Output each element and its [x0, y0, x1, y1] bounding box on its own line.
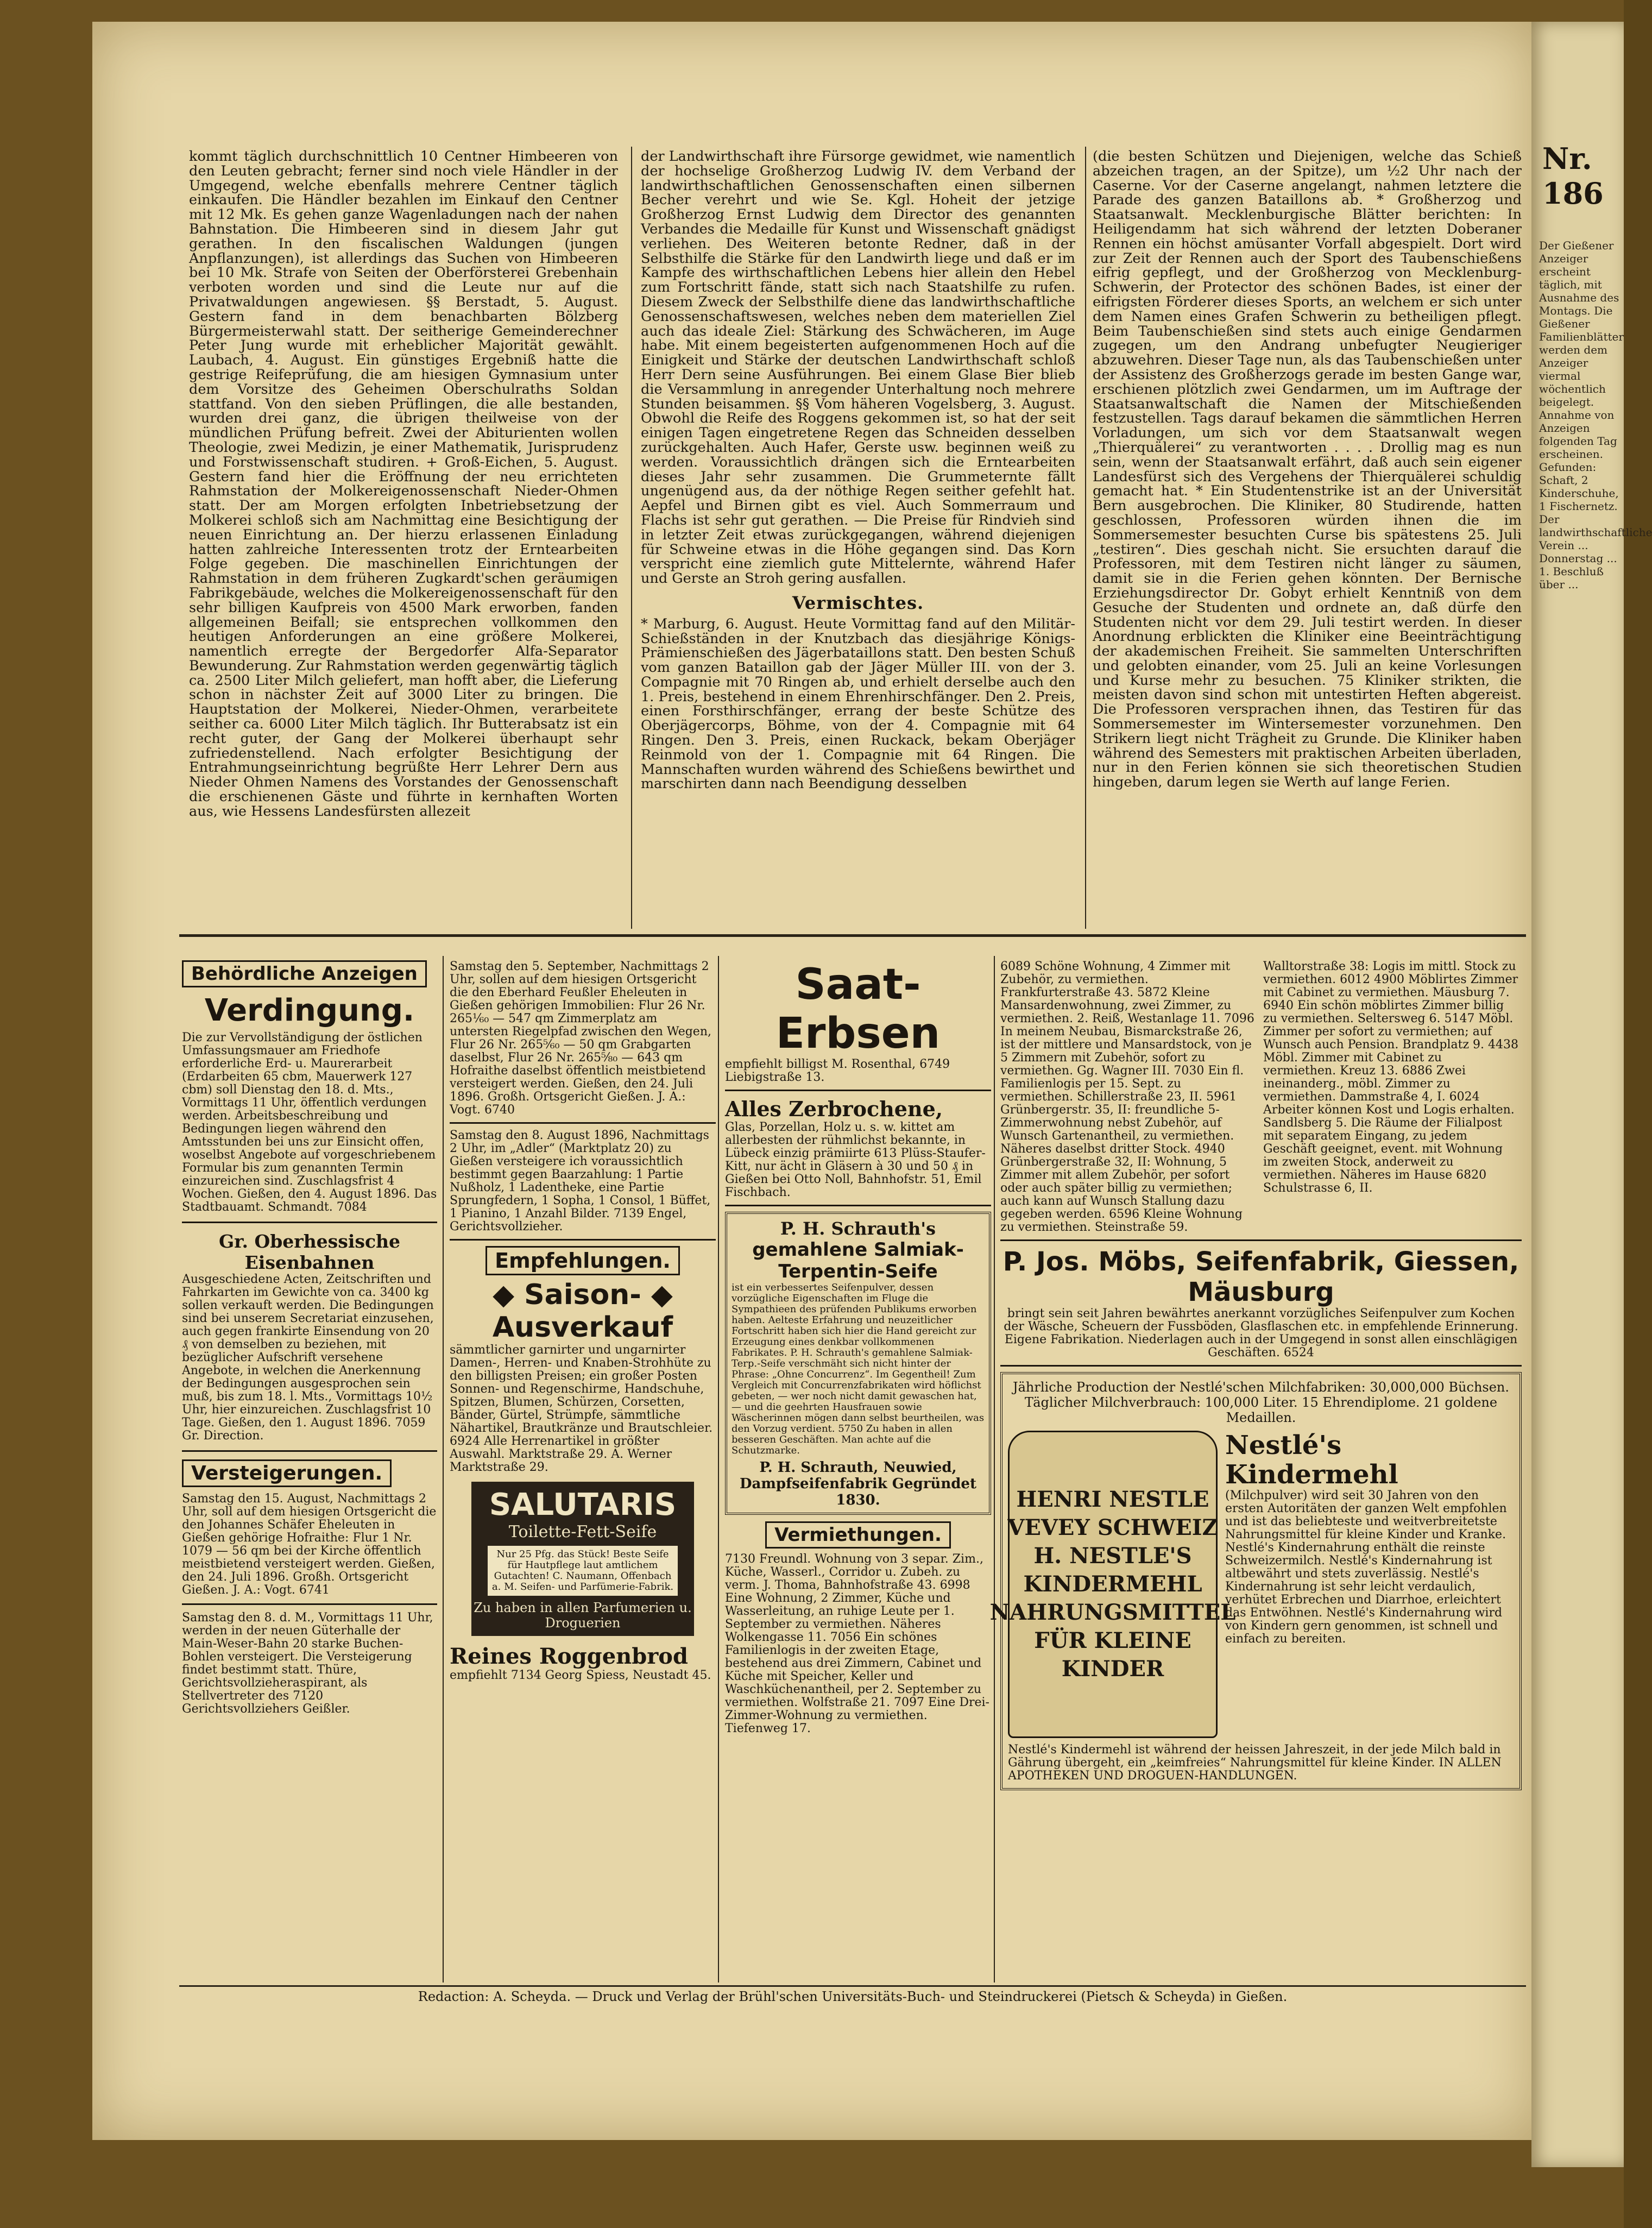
ad-text-salmiak: ist ein verbessertes Seifenpulver, dessen vorzügliche Eigenschaften im Fluge die Sympathieen des prüfenden Publikums erworben haben. Aelteste Erfahrung und neuzeitlicher Fortschritt haben sich hier die Hand gereicht zur Erzeugung eines denkbar vollkommenen Fabrikates. P. H. Schrauth's gemahlene Salmiak-Terp.-Seife verschmäht sich nicht hinter der Phrase: „Ohne Concurrenz“. Im Gegentheil! Zum Vergleich mit Concurrenzfabrikaten wird höflichst gebeten, — wer noch nicht damit gewaschen hat, — und die geehrten Hausfrauen sowie Wäscherinnen mögen dann selbst beurtheilen, was den Vorzug verdient. 5750 Zu haben in allen besseren Geschäften. Man achte auf die Schutzmarke.	[732, 1282, 985, 1456]
ad-text-roggenbrod: empfiehlt 7134 Georg Spiess, Neustadt 45.	[450, 1669, 711, 1682]
salutaris-logo: SALUTARIS	[489, 1487, 677, 1522]
ad-title-kitt: Alles Zerbrochene,	[725, 1097, 943, 1121]
ad-text-eisenbahnen: Ausgeschiedene Acten, Zeitschriften und Fahrkarten im Gewichte von ca. 3400 kg sollen verkauft werden. Die Bedingungen sind bei unserem Secretariat einzusehen, auch gegen frankirte Einsendung von 20 ₰ von demselben zu beziehen, mit bezüglicher Aufschrift versehene Angebote, in welchen die Anerkennung der Bedingungen ausgesprochen sein muß, bis zum 18. l. Mts., Vormittags 10½ Uhr, hier einzureichen. Zuschlagsfrist 10 Tage. Gießen, den 1. August 1896. 7059 Gr. Direction.	[182, 1273, 434, 1443]
ad-text-saison: sämmtlicher garnirter und ungarnirter Damen-, Herren- und Knaben-Strohhüte zu den billigsten Preisen; ein großer Posten Sonnen- und Regenschirme, Handschuhe, Spitzen, Blumen, Schürzen, Corsetten, Bänder, Gürtel, Strümpfe, sämmtliche Nähartikel, Brautkränze und Brautschleier. 6924 Alle Herrenartikel in größter Auswahl. Marktstraße 29. A. Werner Marktstraße 29.	[450, 1343, 713, 1474]
ads-column-2	[450, 960, 716, 1981]
ad-section-label: Behördliche Anzeigen	[182, 960, 427, 987]
nestle-tin-illustration: HENRI NESTLE VEVEY SCHWEIZ H. NESTLE'S KINDERMEHL NAHRUNGSMITTEL FÜR KLEINE KINDER	[1008, 1431, 1218, 1738]
column-rule	[994, 956, 995, 1982]
column-rule	[631, 147, 632, 929]
ad-text-auction-4: Samstag den 8. August 1896, Nachmittags 2 Uhr, im „Adler“ (Marktplatz 20) zu Gießen versteigere ich voraussichtlich bestimmt gegen Baarzahlung: 1 Partie Nußholz, 1 Ladentheke, eine Partie Sprungfedern, 1 Sopha, 1 Consol, 1 Büffet, 1 Pianino, 1 Anzahl Bilder. 7139 Engel, Gerichtsvollzieher.	[450, 1129, 711, 1233]
ad-text-kitt: Glas, Porzellan, Holz u. s. w. kittet am allerbesten der rühmlichst bekannte, in Lübeck einzig prämiirte 613 Plüss-Staufer-Kitt, nur ächt in Gläsern à 30 und 50 ₰ in Gießen bei Otto Noll, Bahnhofstr. 51, Emil Fischbach.	[725, 1121, 986, 1199]
ad-text-auction-3: Samstag den 5. September, Nachmittags 2 Uhr, sollen auf dem hiesigen Ortsgericht die den Eberhard Feußler Eheleuten in Gießen gehörigen Immobilien: Flur 26 Nr. 265⅙₀ — 547 qm Zimmerplatz am untersten Riegelpfad zwischen den Wegen, Flur 26 Nr. 265⅚₀ — 50 qm Grabgarten daselbst, Flur 26 Nr. 265⅝₀ — 643 qm Hofraithe daselbst öffentlich meistbietend versteigert werden. Gießen, den 24. Juli 1896. Großh. Ortsgericht Gießen. J. A.: Vogt. 6740	[450, 960, 711, 1117]
ad-title-salmiak: gemahlene Salmiak-Terpentin-Seife	[752, 1239, 964, 1282]
column-2-text: der Landwirthschaft ihre Fürsorge gewidmet, wie namentlich der hochselige Großherzog Ludwig IV. dem Verband der landwirthschaftlichen Genossenschaften einen silbernen Becher verehrt und wie Se. Kgl. Hoheit der jetzige Großherzog Ernst Ludwig dem Director des genannten Verbandes die Medaille für Kunst und Wissenschaft gnädigst verliehen. Des Weiteren betonte Redner, daß in der Selbsthilfe die Stärke für den Landwirth liege und daß er im Kampfe des wirthschaftlichen Lebens hier allein den Hebel zum Fortschritt fände, statt sich nach Staatshilfe zu rufen. Diesem Zweck der Selbsthilfe diene das landwirthschaftliche Genossenschaftswesen, welches neben dem materiellen Ziel auch das ideale Ziel: Stärkung des Schwächeren, im Auge habe. Mit einem begeisterten aufgenommenen Hoch auf die Einigkeit und Stärke der deutschen Landwirthschaft schloß Herr Dern seine Ausführungen. Bei einem Glase Bier blieb die Versammlung in anregender Unterhaltung noch mehrere Stunden beisammen. §§ Vom häheren Vogelsberg, 3. August. Obwohl die Reife des Roggens gekommen ist, so hat der seit einigen Tagen eingetretene Regen das Schneiden desselben zurückgehalten. Auch Hafer, Gerste usw. beginnen weiß zu werden. Voraussichtlich drängen sich die Erntearbeiten dieses Jahr sehr zusammen. Die Grummeternte fällt ungenügend aus, da der nöthige Regen seither gefehlt hat. Aepfel und Birnen gibt es viel. Auch Sommerraum und Flachs ist sehr gut gerathen. — Die Preise für Rindvieh sind in letzter Zeit etwas zurückgegangen, während diejenigen für Schweine etwas in die Höhe gegangen sind. Das Korn verspricht eine ziemlich gute Mittelernte, während Hafer und Gerste an Stroh gering ausfallen.	[641, 148, 1075, 587]
ad-text-auction-1: Samstag den 15. August, Nachmittags 2 Uhr, soll auf dem hiesigen Ortsgericht die den Johannes Schäfer Eheleuten in Gießen gehörige Hofraithe: Flur 1 Nr. 1079 — 56 qm bei der Kirche öffentlich meistbietend versteigert werden. Gießen, den 24. Juli 1896. Großh. Ortsgericht Gießen. J. A.: Vogt. 6741	[182, 1492, 437, 1597]
section-heading-vermischtes: Vermischtes.	[792, 592, 924, 613]
next-page-edge	[1531, 22, 1652, 2167]
nestle-title: Nestlé's Kindermehl	[1225, 1430, 1398, 1490]
ads-column-4	[989, 960, 1522, 1981]
column-1-text: kommt täglich durchschnittlich 10 Centner Himbeeren von den Leuten gebracht; ferner sind noch viele Händler in der Umgegend, welche ebenfalls mehrere Centner täglich einkaufen. Die Händler bezahlen im Einkauf den Centner mit 12 Mk. Es gehen ganze Wagenladungen nach der nahen Bahnstation. Die Himbeeren sind in diesem Jahr gut gerathen. In den fiscalischen Waldungen (jungen Anpflanzungen), ist allerdings das Suchen von Himbeeren bei 10 Mk. Strafe von Seiten der Oberförsterei Grebenhain verboten worden und sind die Leute nur auf die Privatwaldungen angewiesen. §§ Berstadt, 5. August. Gestern fand in dem benachbarten Bölzberg Bürgermeisterwahl statt. Der seitherige Gemeinderechner Peter Jung wurde mit erheblicher Majorität gewählt. Laubach, 4. August. Ein günstiges Ergebniß hatte die gestrige Reifeprüfung, die am hiesigen Gymnasium unter dem Vorsitze des Geheimen Oberschulraths Soldan stattfand. Von den sieben Prüflingen, die alle bestanden, wurden drei ganz, die übrigen theilweise von der mündlichen Prüfung befreit. Zwei der Abiturienten wollen Theologie, zwei Medizin, je einer Mathematik, Jurisprudenz und Forstwissenschaft studiren. + Groß-Eichen, 5. August. Gestern fand hier die Eröffnung der neu errichteten Rahmstation der Molkereigenossenschaft Nieder-Ohmen statt. Der am Morgen erfolgten Inbetriebsetzung der Molkerei schloß sich am Nachmittag eine Besichtigung der neuen Einrichtung an. Der hierzu erlassenen Einladung hatten zahlreiche Interessenten trotz der Erntearbeiten Folge gegeben. Die maschinellen Einrichtungen der Rahmstation in dem früheren Zugkardt'schen geräumigen Fabrikgebäude, welches die Molkereigenossenschaft für den sehr billigen Kaufpreis von 4500 Mark erworben, fanden allgemeinen Beifall; sie entsprechen vollkommen den heutigen Anforderungen an eine größere Molkerei, namentlich erregte der Bergedorfer Alfa-Separator Bewunderung. Zur Rahmstation werden gegenwärtig täglich ca. 2500 Liter Milch geliefert, man hofft aber, die Lieferung schon in nächster Zeit auf 3000 Liter zu bringen. Die Hauptstation der Molkerei, Nieder-Ohmen, verarbeitete seither ca. 6000 Liter Milch täglich. Ihr Butterabsatz ist ein recht guter, der Gang der Molkerei überhaupt sehr zufriedenstellend. Nach erfolgter Besichtigung der Entrahmungseinrichtung begrüßte Herr Lehrer Dern aus Nieder Ohmen Namens des Vorstandes der Genossenschaft die erschienenen Gäste und führte in kernhaften Worten aus, wie Hessens Landesfürsten allezeit	[189, 148, 618, 820]
column-3-text: (die besten Schützen und Diejenigen, welche das Schieß abzeichen tragen, an der Spitze), um ½2 Uhr nach der Caserne. Vor der Caserne angelangt, nahmen letztere die Parade des ganzen Bataillons ab. * Großherzog und Staatsanwalt. Mecklenburgische Blätter berichten: In Heiligendamm hat sich während der letzten Doberaner Rennen ein höchst amüsanter Vorfall abgespielt. Dort wird zur Zeit der Rennen auch der Sport des Taubenschießens eifrig gepflegt, und der Großherzog von Mecklenburg-Schwerin, der Protector des schönen Bades, ist einer der eifrigsten Förderer dieses Sports, an welchem er sich unter dem Namen eines Grafen Schwerin zu betheiligen pflegt. Beim Taubenschießen sind stets auch einige Gendarmen zugegen, um den Andrang unbefugter Neugieriger abzuwehren. Dieser Tage nun, als das Taubenschießen unter der Assistenz des Großherzogs gerade im besten Gange war, erschienen plötzlich zwei Gendarmen, um im Auftrage der Staatsanwaltschaft die Namen der Mitschießenden festzustellen. Tags darauf bekamen die sämmtlichen Herren Vorladungen, um sich vor dem Staatsanwalt wegen „Thierquälerei“ zu verantworten . . . . Drollig mag es nun sein, wenn der Staatsanwalt erfährt, daß auch sein eigener Landesfürst sich des Vergehens der Thierquälerei schuldig gemacht hat. * Ein Studentenstrike ist an der Universität Bern ausgebrochen. Die Kliniker, 80 Studirende, hatten geschlossen, Professoren würden ihnen die im Sommersemester besuchten Curse bis spätestens 25. Juli „testiren“. Dies geschah nicht. Sie ersuchten darauf die Professoren, mit dem Testiren nicht länger zu säumen, damit sie in die Ferien gehen könnten. Der Bernische Erziehungsdirector Dr. Gobyt erhielt Kenntniß von dem Gesuche der Studenten und ordnete an, daß dürfe den Studenten nicht vor dem 29. Juli testirt werden. In dieser Anordnung erblickten die Kliniker eine Beeinträchtigung der akademischen Freiheit. Sie sammelten Unterschriften und gelobten einander, vom 25. Juli an keine Vorlesungen und Kurse mehr zu besuchen. 75 Kliniker strikten, die meisten davon sind schon mit untestirten Heften abgereist. Die Professoren versprachen ihnen, das Testiren für das Sommersemester im Wintersemester vorzunehmen. Den Strikern liegt nicht Trägheit zu Grunde. Die Kliniker haben während des Semesters mit praktischen Arbeiten überladen, nur in den Ferien können sie sich theoretischen Studien hingeben, darum legen sie Werth auf lange Ferien.	[1093, 148, 1522, 791]
nestle-text: (Milchpulver) wird seit 30 Jahren von den ersten Autoritäten der ganzen Welt empfohlen und ist das beliebteste und weitverbreitetste Nahrungsmittel für kleine Kinder und Kranke. Nestlé's Kindernahrung enthält die reinste Schweizermilch. Nestlé's Kindernahrung ist altbewährt und stets zuverlässig. Nestlé's Kindernahrung ist sehr leicht verdaulich, verhütet Erbrechen und Diarrhoe, erleichtert das Entwöhnen. Nestlé's Kindernahrung wird von Kindern gern genommen, ist schnell und einfach zu bereiten.	[1225, 1489, 1507, 1646]
ad-title-saat-erbsen: Saat-Erbsen	[775, 960, 941, 1058]
ads-column-1	[182, 960, 437, 1981]
ad-title-schrauth: P. H. Schrauth's	[780, 1218, 936, 1239]
column-rule	[1085, 147, 1086, 929]
salutaris-details: Nur 25 Pfg. das Stück! Beste Seife für Hautpflege laut amtlichem Gutachten! C. Naumann, Offenbach a. M. Seifen- und Parfümerie-Fabrik.	[488, 1546, 678, 1596]
ad-section-label: Versteigerungen.	[182, 1459, 392, 1487]
column-rule	[718, 956, 719, 1982]
ad-text-rentals-1: 7130 Freundl. Wohnung von 3 separ. Zim., Küche, Wasserl., Corridor u. Zubeh. zu verm. J. Thoma, Bahnhofstraße 43. 6998 Eine Wohnung, 2 Zimmer, Küche und Wasserleitung, an ruhige Leute per 1. September zu vermiethen. Näheres Wolkengasse 11. 7056 Ein schönes Familienlogis in der zweiten Etage, bestehend aus drei Zimmern, Cabinet und Küche mit Speicher, Keller und Waschküchenantheil, per 2. September zu vermiethen. Wolfstraße 21. 7097 Eine Drei-Zimmer-Wohnung zu vermiethen. Tiefenweg 17.	[725, 1552, 989, 1735]
salutaris-shops: Zu haben in allen Parfumerien u. Droguerien	[474, 1600, 692, 1631]
column-rule	[443, 956, 444, 1982]
ad-text-verdingung: Die zur Vervollständigung der östlichen Umfassungsmauer am Friedhofe erforderliche Erd- u. Maurerarbeit (Erdarbeiten 65 cbm, Mauerwerk 127 cbm) soll Dienstag den 18. d. Mts., Vormittags 11 Uhr, öffentlich verdungen werden. Arbeitsbeschreibung und Bedingungen liegen während den Amtsstunden bei uns zur Einsicht offen, woselbst Angebote auf vorgeschriebenem Formular bis zum genannten Termin einzureichen sind. Zuschlagsfrist 4 Wochen. Gießen, den 4. August 1896. Das Stadtbauamt. Schmandt. 7084	[182, 1031, 437, 1214]
ads-column-3	[725, 960, 991, 1981]
imprint: Redaction: A. Scheyda. — Druck und Verlag der Brühl'schen Universitäts-Buch- und Steindruckerei (Pietsch & Scheyda) in Gießen.	[418, 1989, 1288, 2004]
ad-text-moebs: bringt sein seit Jahren bewährtes anerkannt vorzügliches Seifenpulver zum Kochen der Wäsche, Scheuern der Fussböden, Glasflaschen etc. in empfehlende Erinnerung. Eigene Fabrikation. Niederlagen auch in der Umgegend in sonst allen einschlägigen Geschäften. 6524	[1004, 1307, 1518, 1360]
article-column-2	[641, 149, 1075, 791]
ad-text-rentals-3: Walltorstraße 38: Logis im mittl. Stock zu vermiethen. 6012 4900 Möblirtes Zimmer mit Cabinet zu vermiethen. Mäusburg 7. 6940 Ein schön möblirtes Zimmer billig zu vermiethen. Seltersweg 6. 5147 Möbl. Zimmer per sofort zu vermiethen; auf Wunsch auch Pension. Brandplatz 9. 4438 Möbl. Zimmer mit Cabinet zu vermiethen. Kreuz 13. 6886 Zwei ineinanderg., möbl. Zimmer zu vermiethen. Dammstraße 4, I. 6024 Arbeiter können Kost und Logis erhalten. Sandlsberg 5. Die Räume der Filialpost mit separatem Eingang, zu jedem Geschäft geeignet, event. mit Wohnung im zweiten Stock, anderweit zu vermiethen. Näheres im Hause 6820 Schulstrasse 6, II.	[1263, 960, 1519, 1195]
next-page-fragment: Der Gießener Anzeiger erscheint täglich, mit Ausnahme des Montags. Die Gießener Familienblätter werden dem Anzeiger viermal wöchentlich beigelegt. Annahme von Anzeigen folgenden Tag erscheinen. Gefunden: Schaft, 2 Kinderschuhe, 1 Fischernetz. Der landwirthschaftliche Verein ... Donnerstag ... 1. Beschluß über ...	[1539, 239, 1652, 591]
ad-company-schrauth: P. H. Schrauth, Neuwied, Dampfseifenfabrik Gegründet 1830.	[740, 1459, 976, 1508]
ad-title-eisenbahnen: Gr. Oberhessische Eisenbahnen	[218, 1231, 401, 1273]
column-2-text-b: * Marburg, 6. August. Heute Vormittag fand auf den Militär-Schießständen in der Knutzbach das diesjährige Königs-Prämienschießen des Jägerbataillons statt. Den besten Schuß vom ganzen Bataillon gab der Jäger Müller III. von der 3. Compagnie mit 70 Ringen ab, und erhielt derselbe auch den 1. Preis, bestehend in einem Ehrenhirschfänger. Den 2. Preis, einen Forsthirschfänger, errang der beste Schütze des Oberjägercorps, Böhme, von der 4. Compagnie mit 64 Ringen. Den 3. Preis, einen Ruckack, bekam Oberjäger Reinmold von der 1. Compagnie mit 64 Ringen. Die Mannschaften wurden während des Schießens bewirthet und marschirten dann nach Beendigung desselben	[641, 615, 1075, 792]
nestle-footer: Nestlé's Kindermehl ist während der heissen Jahreszeit, in der jede Milch bald in Gährung übergeht, ein „keimfreies“ Nahrungsmittel für kleine Kinder. IN ALLEN APOTHEKEN UND DROGUEN-HANDLUNGEN.	[1008, 1743, 1502, 1783]
ad-section-label: Vermiethungen.	[765, 1521, 951, 1549]
nestle-header: Jährliche Production der Nestlé'schen Milchfabriken: 30,000,000 Büchsen. Täglicher Milchverbrauch: 100,000 Liter. 15 Ehrendiplome. 21 goldene Medaillen.	[1012, 1380, 1510, 1425]
next-page-number: Nr. 186	[1542, 141, 1604, 211]
article-column-1	[189, 149, 618, 819]
salutaris-subtitle: Toilette-Fett-Seife	[508, 1522, 657, 1541]
footer-rule	[179, 1985, 1526, 1987]
ad-text-saat-erbsen: empfiehlt billigst M. Rosenthal, 6749 Liebigstraße 13.	[725, 1058, 950, 1084]
ad-title-roggenbrod: Reines Roggenbrod	[450, 1644, 688, 1669]
ad-text-auction-2: Samstag den 8. d. M., Vormittags 11 Uhr, werden in der neuen Güterhalle der Main-Weser-Bahn 20 starke Buchen-Bohlen versteigert. Die Versteigerung findet bestimmt statt. Thüre, Gerichtsvollzieheraspirant, als Stellvertreter des 7120 Gerichtsvollziehers Geißler.	[182, 1611, 433, 1716]
ad-title-moebs: P. Jos. Möbs, Seifenfabrik, Giessen, Mäusburg	[1002, 1247, 1519, 1307]
ad-section-label: Empfehlungen.	[485, 1246, 680, 1275]
ad-text-rentals-2: 6089 Schöne Wohnung, 4 Zimmer mit Zubehör, zu vermiethen. Frankfurterstraße 43. 5872 Kleine Mansardenwohnung, zwei Zimmer, zu vermiethen. 2. Reiß, Westanlage 11. 7096 In meinem Neubau, Bismarckstraße 26, ist der mittlere und Mansardstock, von je 5 Zimmern mit Zubehör, sofort zu vermiethen. Gg. Wagner III. 7030 Ein fl. Familienlogis per 15. Sept. zu vermiethen. Schillerstraße 23, II. 5961 Grünbergerstr. 35, II: freundliche 5-Zimmerwohnung nebst Zubehör, auf Wunsch Gartenantheil, zu vermiethen. Näheres daselbst dritter Stock. 4940 Grünbergerstraße 32, II: Wohnung, 5 Zimmer mit allem Zubehör, per sofort oder auch später billig zu vermiethen; auch kann auf Wunsch Stallung dazu gegeben werden. 6596 Kleine Wohnung zu vermiethen. Steinstraße 59.	[1000, 960, 1254, 1234]
ad-title-verdingung: Verdingung.	[204, 993, 415, 1028]
article-column-3	[1093, 149, 1522, 790]
ad-title-saison: ◆ Saison- ◆ Ausverkauf	[492, 1279, 673, 1344]
section-rule	[179, 934, 1526, 937]
